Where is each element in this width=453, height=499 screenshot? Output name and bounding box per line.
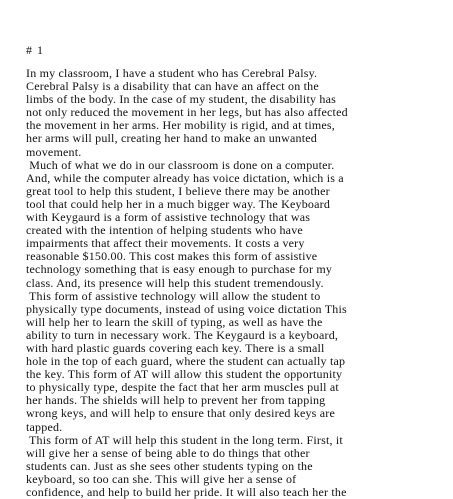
document-heading: # 1	[26, 43, 44, 57]
text-line: confidence, and help to build her pride. It will also teach her the	[26, 485, 347, 499]
text-line: students can. Just as she sees other students typing on the	[26, 458, 313, 473]
text-line: reasonable $150.00. This cost makes this form of assistive	[26, 249, 318, 264]
text-line: class. And, its presence will help this student tremendously.	[26, 275, 324, 290]
text-line: This form of assistive technology will allow the student to	[26, 288, 321, 303]
text-line: with hard plastic guards covering each key. There is a small	[26, 340, 325, 355]
text-line: the key. This form of AT will allow this student the opportunity	[26, 367, 343, 382]
text-line: tapped.	[26, 419, 63, 434]
text-line: impairments that affect their movements. It costs a very	[26, 236, 305, 251]
text-line: ability to turn in necessary work. The Keygaurd is a keyboard,	[26, 327, 339, 342]
text-line: will help her to learn the skill of typing, as well as have the	[26, 314, 323, 329]
text-line: Much of what we do in our classroom is done on a computer.	[26, 157, 335, 172]
document-body	[26, 67, 446, 499]
text-line: created with the intention of helping students who have	[26, 223, 303, 238]
text-line: In my classroom, I have a student who has Cerebral Palsy.	[26, 66, 318, 80]
text-line: wrong keys, and will help to ensure that only desired keys are	[26, 406, 335, 421]
text-line: physically type documents, instead of using voice dictation This	[26, 301, 347, 316]
text-line: keyboard, so too can she. This will give her a sense of	[26, 471, 297, 486]
text-line: hole in the top of each guard, where the student can actually tap	[26, 354, 346, 369]
text-line: movement.	[26, 144, 82, 159]
text-line: This form of AT will help this student in the long term. First, it	[26, 432, 343, 447]
text-line: Cerebral Palsy is a disability that can have an affect on the	[26, 79, 319, 94]
text-line: not only reduced the movement in her legs, but has also affected	[26, 105, 348, 120]
text-line: limbs of the body. In the case of my student, the disability has	[26, 92, 336, 107]
text-line: great tool to help this student, I believe there may be another	[26, 183, 330, 198]
text-line: tool that could help her in a much bigger way. The Keyboard	[26, 196, 331, 211]
text-line: will give her a sense of being able to do things that other	[26, 445, 310, 460]
text-line: technology something that is easy enough to purchase for my	[26, 262, 333, 277]
text-line: And, while the computer already has voice dictation, which is a	[26, 170, 344, 185]
text-line: her arms will pull, creating her hand to make an unwanted	[26, 131, 317, 146]
text-line: her hands. The shields will help to prevent her from tapping	[26, 393, 326, 408]
text-line: the movement in her arms. Her mobility is rigid, and at times,	[26, 118, 336, 133]
text-line: to physically type, despite the fact that her arm muscles pull at	[26, 380, 339, 395]
text-line: with Keygaurd is a form of assistive technology that was	[26, 210, 311, 225]
